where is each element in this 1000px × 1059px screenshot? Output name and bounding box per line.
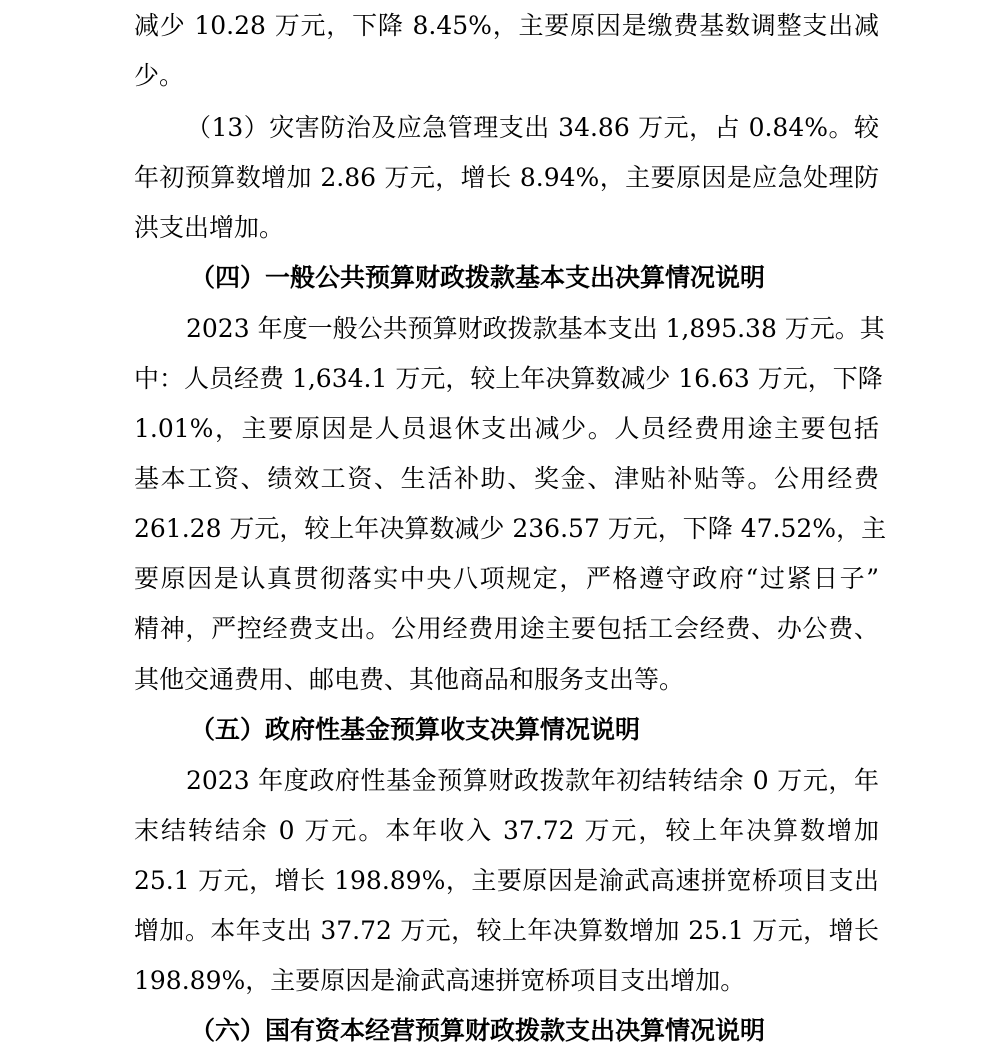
paragraph-line: （13）灾害防治及应急管理支出 34.86 万元，占 0.84%。较 bbox=[186, 113, 879, 142]
paragraph-line: 中：人员经费 1,634.1 万元，较上年决算数减少 16.63 万元，下降 bbox=[134, 364, 883, 393]
paragraph-line: 198.89%，主要原因是渝武高速拼宽桥项目支出增加。 bbox=[134, 966, 746, 995]
section-heading: （四）一般公共预算财政拨款基本支出决算情况说明 bbox=[190, 263, 766, 292]
paragraph-line: 精神，严控经费支出。公用经费用途主要包括工会经费、办公费、 bbox=[134, 614, 879, 643]
paragraph-line: 基本工资、绩效工资、生活补助、奖金、津贴补贴等。公用经费 bbox=[134, 464, 879, 493]
paragraph-line: 增加。本年支出 37.72 万元，较上年决算数增加 25.1 万元，增长 bbox=[134, 916, 879, 945]
paragraph-line: 少。 bbox=[134, 61, 185, 90]
paragraph-line: 减少 10.28 万元，下降 8.45%，主要原因是缴费基数调整支出减 bbox=[134, 11, 879, 40]
paragraph-line: 要原因是认真贯彻落实中央八项规定，严格遵守政府“过紧日子” bbox=[134, 564, 879, 593]
paragraph-line: 年初预算数增加 2.86 万元，增长 8.94%，主要原因是应急处理防 bbox=[134, 163, 879, 192]
paragraph-line: 洪支出增加。 bbox=[134, 213, 285, 242]
paragraph-line: 2023 年度政府性基金预算财政拨款年初结转结余 0 万元，年 bbox=[186, 766, 879, 795]
section-heading: （六）国有资本经营预算财政拨款支出决算情况说明 bbox=[190, 1016, 766, 1045]
paragraph-line: 末结转结余 0 万元。本年收入 37.72 万元，较上年决算数增加 bbox=[134, 816, 879, 845]
paragraph-line: 其他交通费用、邮电费、其他商品和服务支出等。 bbox=[134, 665, 685, 694]
paragraph-line: 2023 年度一般公共预算财政拨款基本支出 1,895.38 万元。其 bbox=[186, 314, 885, 343]
paragraph-line: 1.01%，主要原因是人员退休支出减少。人员经费用途主要包括 bbox=[134, 414, 879, 443]
section-heading: （五）政府性基金预算收支决算情况说明 bbox=[190, 715, 641, 744]
paragraph-line: 25.1 万元，增长 198.89%，主要原因是渝武高速拼宽桥项目支出 bbox=[134, 866, 879, 895]
paragraph-line: 261.28 万元，较上年决算数减少 236.57 万元，下降 47.52%，主 bbox=[134, 514, 887, 543]
